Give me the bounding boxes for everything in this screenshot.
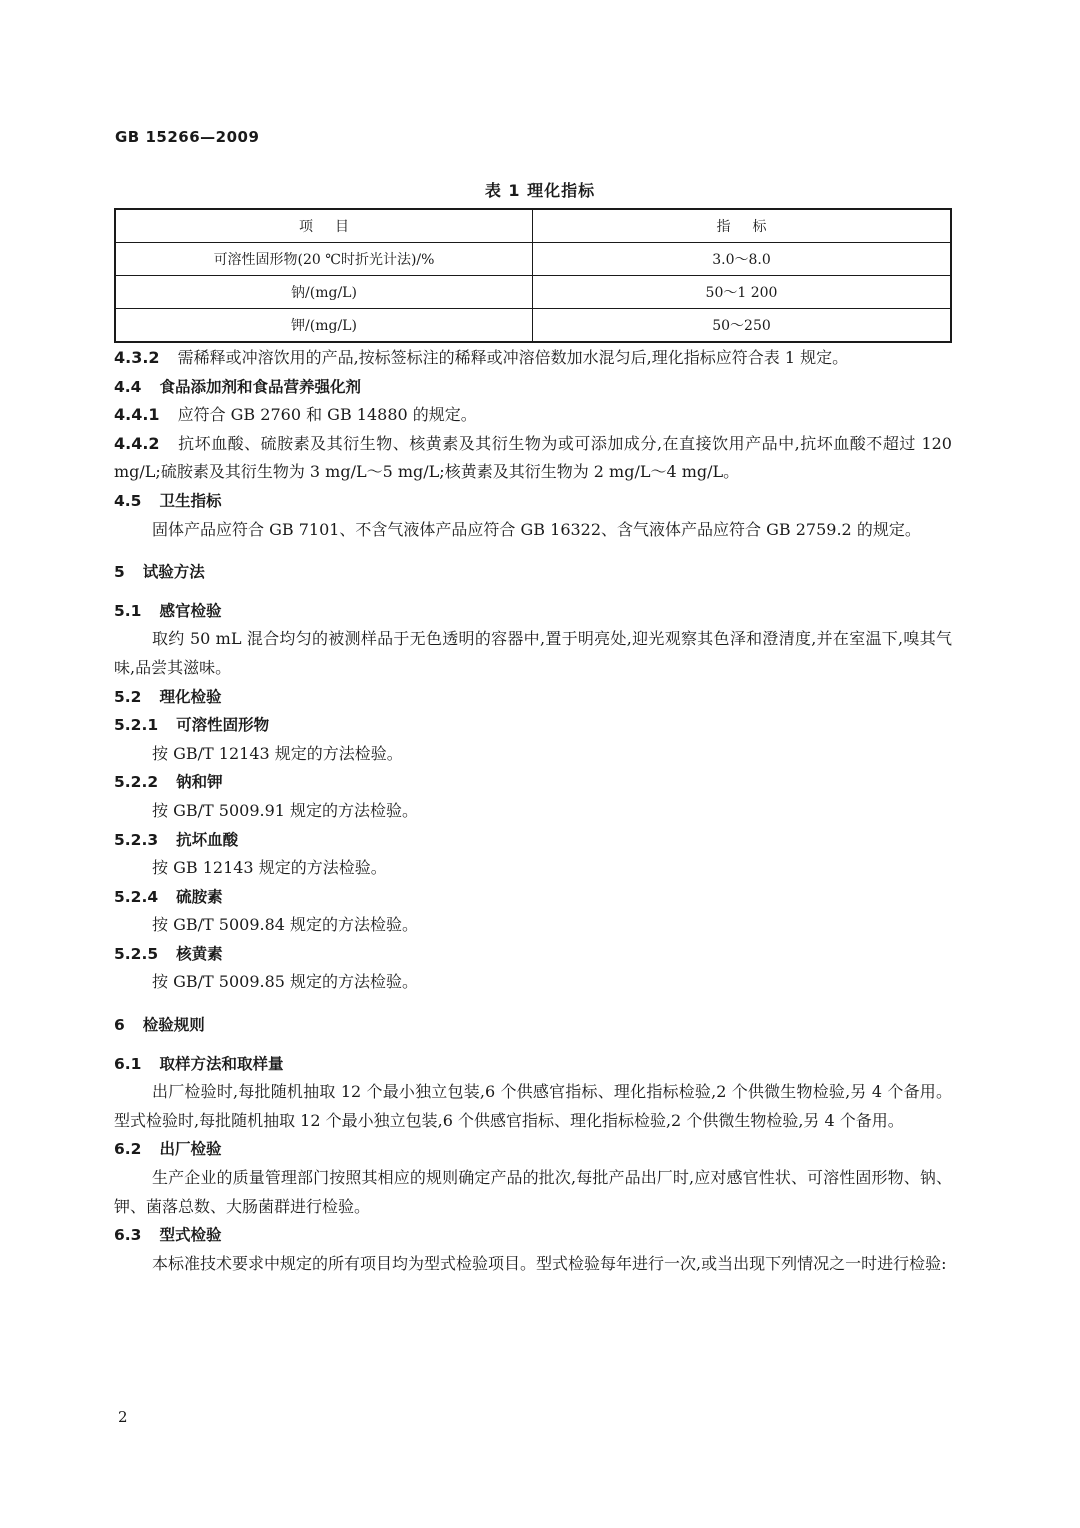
heading-4-4: 4.4 食品添加剂和食品营养强化剂	[114, 377, 361, 396]
page-number: 2	[118, 1408, 128, 1426]
header-item: 项目	[115, 209, 533, 243]
paragraph-6-2: 生产企业的质量管理部门按照其相应的规则确定产品的批次,每批产品出厂时,应对感官性状、可溶性固形物、钠、钾、菌落总数、大肠菌群进行检验。	[114, 1168, 952, 1216]
cell-item: 钾/(mg/L)	[115, 309, 533, 343]
heading-5-2-2: 5.2.2 钠和钾	[114, 773, 223, 792]
paragraph-5-2-2: 按 GB/T 5009.91 规定的方法检验。	[152, 800, 419, 820]
heading-5-2: 5.2 理化检验	[114, 687, 222, 706]
header-index: 指标	[533, 209, 952, 243]
physicochemical-table	[114, 208, 952, 343]
paragraph-5-2-3: 按 GB 12143 规定的方法检验。	[152, 858, 387, 878]
heading-6-3: 6.3 型式检验	[114, 1226, 222, 1245]
paragraph-5-2-5: 按 GB/T 5009.85 规定的方法检验。	[152, 972, 419, 992]
paragraph-5-2-4: 按 GB/T 5009.84 规定的方法检验。	[152, 915, 419, 935]
heading-5-2-1: 5.2.1 可溶性固形物	[114, 716, 270, 735]
table-title: 表 1 理化指标	[484, 181, 596, 200]
clause-4-4-2: 4.4.2 抗坏血酸、硫胺素及其衍生物、核黄素及其衍生物为或可添加成分,在直接饮用产品中,抗坏血酸不超过 120 mg/L;硫胺素及其衍生物为 3 mg/L～5 mg/L;核黄素及其衍生物为 2 mg/L～4 mg/L。	[114, 433, 952, 482]
body-content	[114, 344, 952, 1278]
paragraph-6-1: 出厂检验时,每批随机抽取 12 个最小独立包装,6 个供感官指标、理化指标检验,2 个供微生物检验,另 4 个备用。型式检验时,每批随机抽取 12 个最小独立包装,6 个供感官指标、理化指标检验,2 个供微生物检验,另 4 个备用。	[114, 1082, 952, 1130]
heading-5-2-3: 5.2.3 抗坏血酸	[114, 830, 239, 849]
heading-5: 5 试验方法	[114, 563, 205, 582]
heading-4-5: 4.5 卫生指标	[114, 491, 222, 510]
cell-item: 钠/(mg/L)	[115, 276, 533, 309]
paragraph-4-5: 固体产品应符合 GB 7101、不含气液体产品应符合 GB 16322、含气液体产品应符合 GB 2759.2 的规定。	[152, 519, 921, 539]
cell-value: 50～250	[533, 309, 952, 343]
heading-5-2-5: 5.2.5 核黄素	[114, 944, 223, 963]
paragraph-5-2-1: 按 GB/T 12143 规定的方法检验。	[152, 743, 403, 763]
clause-4-4-1: 4.4.1 应符合 GB 2760 和 GB 14880 的规定。	[114, 405, 477, 425]
cell-value: 3.0～8.0	[533, 243, 952, 276]
heading-6-1: 6.1 取样方法和取样量	[114, 1054, 284, 1073]
heading-6: 6 检验规则	[114, 1016, 205, 1035]
heading-5-2-4: 5.2.4 硫胺素	[114, 887, 223, 906]
table-row	[115, 243, 951, 276]
table-header-row	[115, 209, 951, 243]
cell-value: 50～1 200	[533, 276, 952, 309]
table-row	[115, 309, 951, 343]
paragraph-6-3: 本标准技术要求中规定的所有项目均为型式检验项目。型式检验每年进行一次,或当出现下列情况之一时进行检验:	[152, 1253, 947, 1273]
clause-4-3-2: 4.3.2 需稀释或冲溶饮用的产品,按标签标注的稀释或冲溶倍数加水混匀后,理化指标应符合表 1 规定。	[114, 348, 849, 367]
paragraph-5-1: 取约 50 mL 混合均匀的被测样品于无色透明的容器中,置于明亮处,迎光观察其色泽和澄清度,并在室温下,嗅其气味,品尝其滋味。	[114, 629, 952, 677]
heading-6-2: 6.2 出厂检验	[114, 1140, 222, 1159]
heading-5-1: 5.1 感官检验	[114, 601, 222, 620]
standard-code: GB 15266—2009	[115, 128, 260, 146]
table-row	[115, 276, 951, 309]
cell-item: 可溶性固形物(20 ℃时折光计法)/%	[115, 243, 533, 276]
